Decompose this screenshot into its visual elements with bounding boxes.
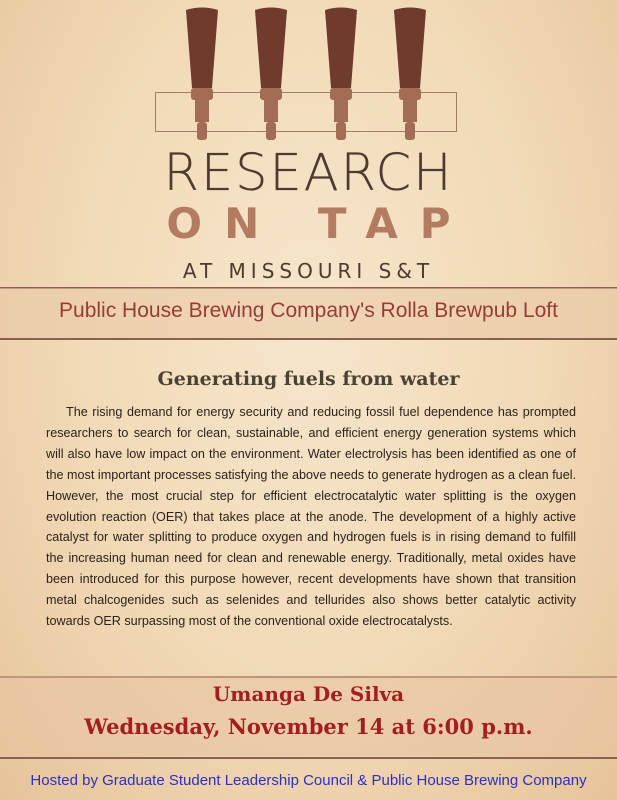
event-datetime: Wednesday, November 14 at 6:00 p.m. xyxy=(84,714,533,739)
talk-title: Generating fuels from water xyxy=(157,368,460,390)
speaker-name: Umanga De Silva xyxy=(212,682,405,706)
tap-handle xyxy=(325,8,357,141)
tap-handle xyxy=(186,8,218,141)
talk-abstract: The rising demand for energy security and reducing fossil fuel dependence has prompted researchers to search for clean, sustainable, and efficient energy generation systems which will also have low impact on the environment. Water electrolysis has been identified as one of the most important processes satisfying the above needs to generate hydrogen as a clean fuel. However, the most crucial step for efficient electrocatalytic water splitting is the oxygen evolution reaction (OER) that takes place at the anode. The development of a highly active catalyst for water splitting to produce oxygen and hydrogen fuels is in rising demand to fulfill the increasing human need for clean and renewable energy. Traditionally, metal oxides have been introduced for this purpose however, recent developments have shown that transition metal chalcogenides such as selenides and tellurides also shows better catalytic activity towards OER surpassing most of the conventional oxide electrocatalysts. xyxy=(46,405,576,629)
venue-name: Public House Brewing Company's Rolla Brewpub Loft xyxy=(59,299,558,322)
logo-line-at-missouri: AT MISSOURI S&T xyxy=(182,259,435,283)
divider xyxy=(0,757,617,759)
tap-handle xyxy=(394,8,426,141)
logo-line-research: RESEARCH xyxy=(163,144,454,203)
divider xyxy=(0,338,617,340)
tap-handle xyxy=(255,8,287,141)
logo-line-on-tap: ON TAP xyxy=(166,199,473,248)
beer-taps-icon xyxy=(0,0,617,150)
host-line: Hosted by Graduate Student Leadership Council & Public House Brewing Company xyxy=(30,772,587,789)
